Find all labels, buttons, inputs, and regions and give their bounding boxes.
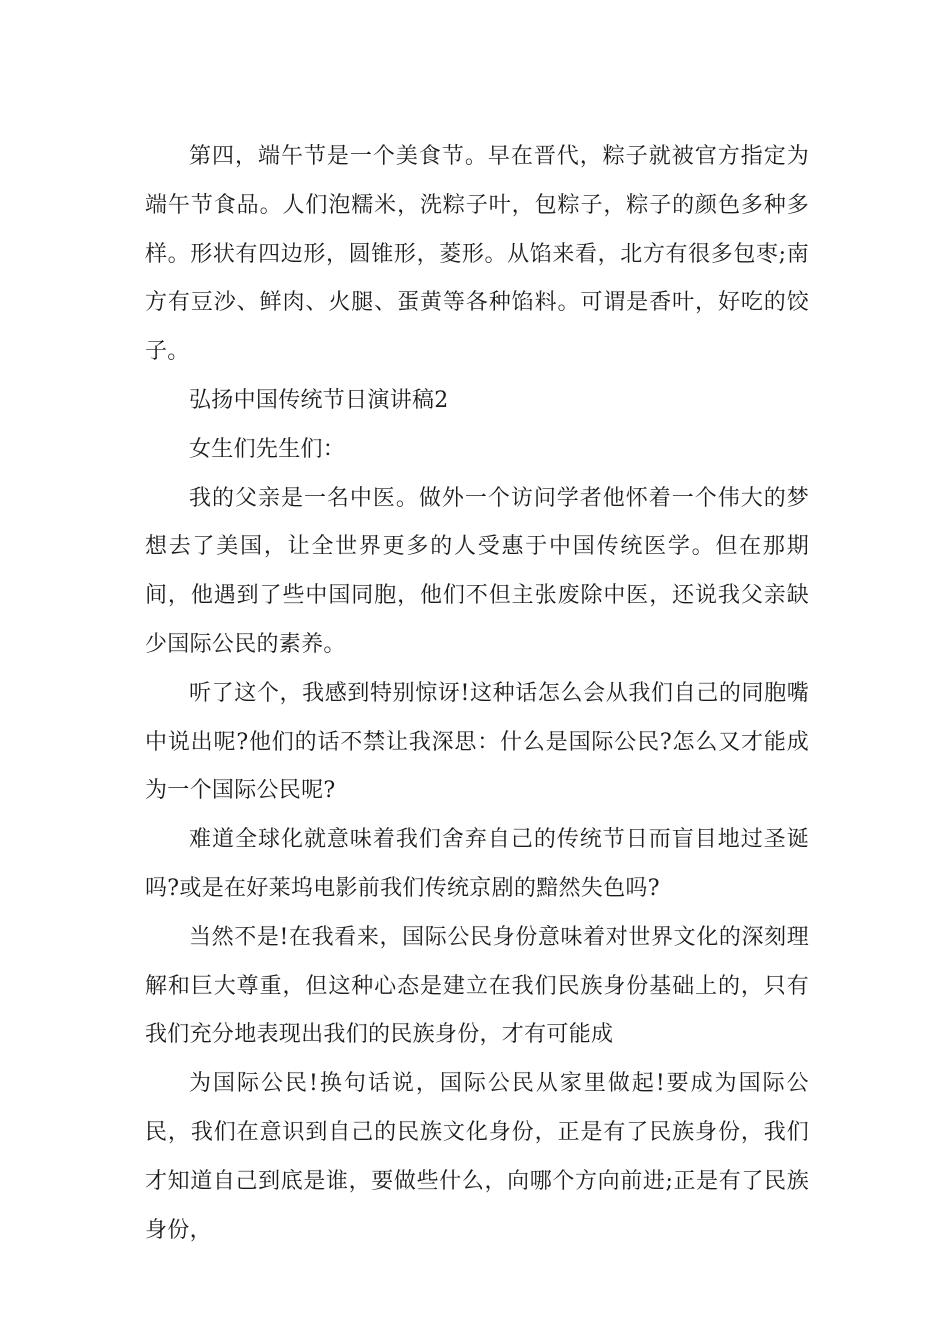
paragraph-of-course-not: 当然不是!在我看来，国际公民身份意味着对世界文化的深刻理解和巨大尊重，但这种心态是建立在我们民族身份基础上的，只有我们充分地表现出我们的民族身份，才有可能成 xyxy=(145,924,809,1048)
paragraph-dragon-boat-food: 第四，端午节是一个美食节。早在晋代，粽子就被官方指定为端午节食品。人们泡糯米，洗粽子叶，包粽子，粽子的颜色多种多样。形状有四边形，圆锥形，菱形。从馅来看，北方有很多包枣;南方有豆沙、鲜肉、火腿、蛋黄等各种馅料。可谓是香叶，好吃的饺子。 xyxy=(145,144,809,365)
salutation: 女生们先生们： xyxy=(189,436,346,462)
paragraph-globalization: 难道全球化就意味着我们舍弃自己的传统节日而盲目地过圣诞吗?或是在好莱坞电影前我们传统京剧的黯然失色吗? xyxy=(145,827,809,901)
paragraph-international-citizen: 为国际公民!换句话说，国际公民从家里做起!要成为国际公民，我们在意识到自己的民族文化身份，正是有了民族身份，我们才知道自己到底是谁，要做些什么，向哪个方向前进;正是有了民族身份， xyxy=(145,1071,809,1243)
paragraph-father-doctor: 我的父亲是一名中医。做外一个访问学者他怀着一个伟大的梦想去了美国，让全世界更多的人受惠于中国传统医学。但在那期间，他遇到了些中国同胞，他们不但主张废除中医，还说我父亲缺少国际公民的素养。 xyxy=(145,485,809,657)
document-page xyxy=(145,133,809,1255)
paragraph-surprise: 听了这个，我感到特别惊讶!这种话怎么会从我们自己的同胞嘴中说出呢?他们的话不禁让我深思：什么是国际公民?怎么又才能成为一个国际公民呢? xyxy=(145,680,809,804)
section-title: 弘扬中国传统节日演讲稿2 xyxy=(189,387,449,413)
